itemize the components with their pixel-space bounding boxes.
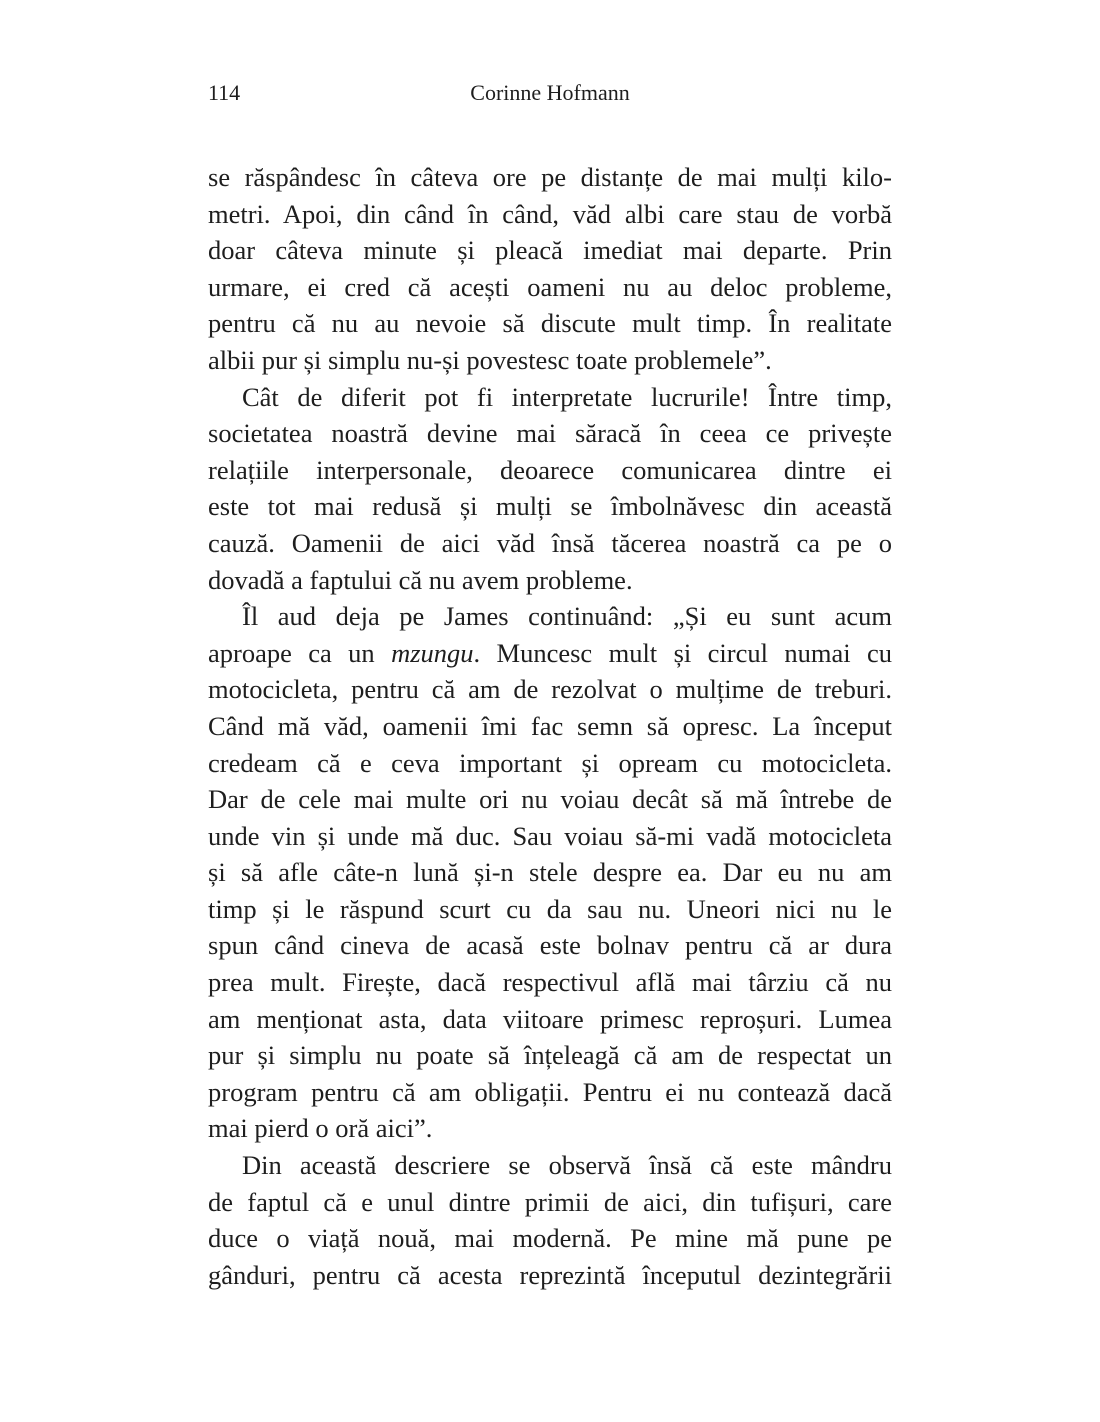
paragraph-3	[208, 598, 892, 1147]
paragraph-4	[208, 1147, 892, 1293]
text-line: este tot mai redusă și mulți se îmbolnăvesc din această	[208, 491, 892, 522]
text-line: pentru că nu au nevoie să discute mult timp. În realitate	[208, 308, 892, 339]
text-line: credeam că e ceva important și opream cu motocicleta.	[208, 747, 892, 778]
text-line: prea mult. Firește, dacă respectivul află mai târziu că nu	[208, 967, 892, 998]
text-line: albii pur și simplu nu-și povestesc toate problemele”.	[208, 344, 772, 375]
text-line: doar câteva minute și pleacă imediat mai departe. Prin	[208, 235, 892, 266]
text-line: Când mă văd, oamenii îmi fac semn să opresc. La început	[208, 710, 892, 741]
text-line: Cât de diferit pot fi interpretate lucrurile! Între timp,	[242, 381, 892, 412]
body-text	[208, 159, 892, 1293]
text-line: mai pierd o oră aici”.	[208, 1113, 433, 1144]
text-line: urmare, ei cred că acești oameni nu au deloc probleme,	[208, 271, 892, 302]
text-segment: aproape ca un	[208, 637, 392, 668]
text-line: Dar de cele mai multe ori nu voiau decât să mă întrebe de	[208, 784, 892, 815]
paragraph-2	[208, 379, 892, 599]
paragraph-1	[208, 159, 892, 379]
text-line: program pentru că am obligații. Pentru ei nu contează dacă	[208, 1076, 892, 1107]
running-title-author: Corinne Hofmann	[470, 80, 630, 105]
text-line: spun când cineva de acasă este bolnav pentru că ar dura	[208, 930, 892, 961]
text-line: timp și le răspund scurt cu da sau nu. Uneori nici nu le	[208, 893, 892, 924]
text-line: metri. Apoi, din când în când, văd albi care stau de vorbă	[208, 198, 892, 229]
text-line: și să afle câte-n lună și-n stele despre ea. Dar eu nu am	[208, 857, 892, 888]
text-line: motocicleta, pentru că am de rezolvat o mulțime de treburi.	[208, 674, 892, 705]
text-line: Din această descriere se observă însă că este mândru	[242, 1150, 892, 1181]
text-line: dovadă a faptului că nu avem probleme.	[208, 564, 633, 595]
text-line: gânduri, pentru că acesta reprezintă începutul dezintegrării	[208, 1259, 892, 1290]
text-line: se răspândesc în câteva ore pe distanțe de mai mulți kilo-	[208, 162, 892, 192]
text-segment: . Muncesc mult și circul numai cu	[473, 637, 892, 668]
text-line: relațiile interpersonale, deoarece comunicarea dintre ei	[208, 454, 892, 485]
text-line: duce o viață nouă, mai modernă. Pe mine mă pune pe	[208, 1223, 892, 1254]
text-line: cauză. Oamenii de aici văd însă tăcerea noastră ca pe o	[208, 527, 892, 558]
text-line: pur și simplu nu poate să înțeleagă că am de respectat un	[208, 1040, 892, 1071]
text-line: de faptul că e unul dintre primii de aici, din tufișuri, care	[208, 1186, 892, 1217]
text-line: unde vin și unde mă duc. Sau voiau să-mi vadă motocicleta	[208, 820, 892, 851]
text-line: Îl aud deja pe James continuând: „Și eu sunt acum	[242, 601, 892, 632]
text-line-with-italic	[208, 635, 892, 672]
text-line: societatea noastră devine mai săracă în ceea ce privește	[208, 418, 892, 449]
page-header	[208, 80, 892, 114]
text-line: am menționat asta, data viitoare primesc reproșuri. Lumea	[208, 1003, 892, 1034]
italic-word-mzungu: mzungu	[391, 637, 474, 668]
page-number: 114	[208, 80, 241, 105]
